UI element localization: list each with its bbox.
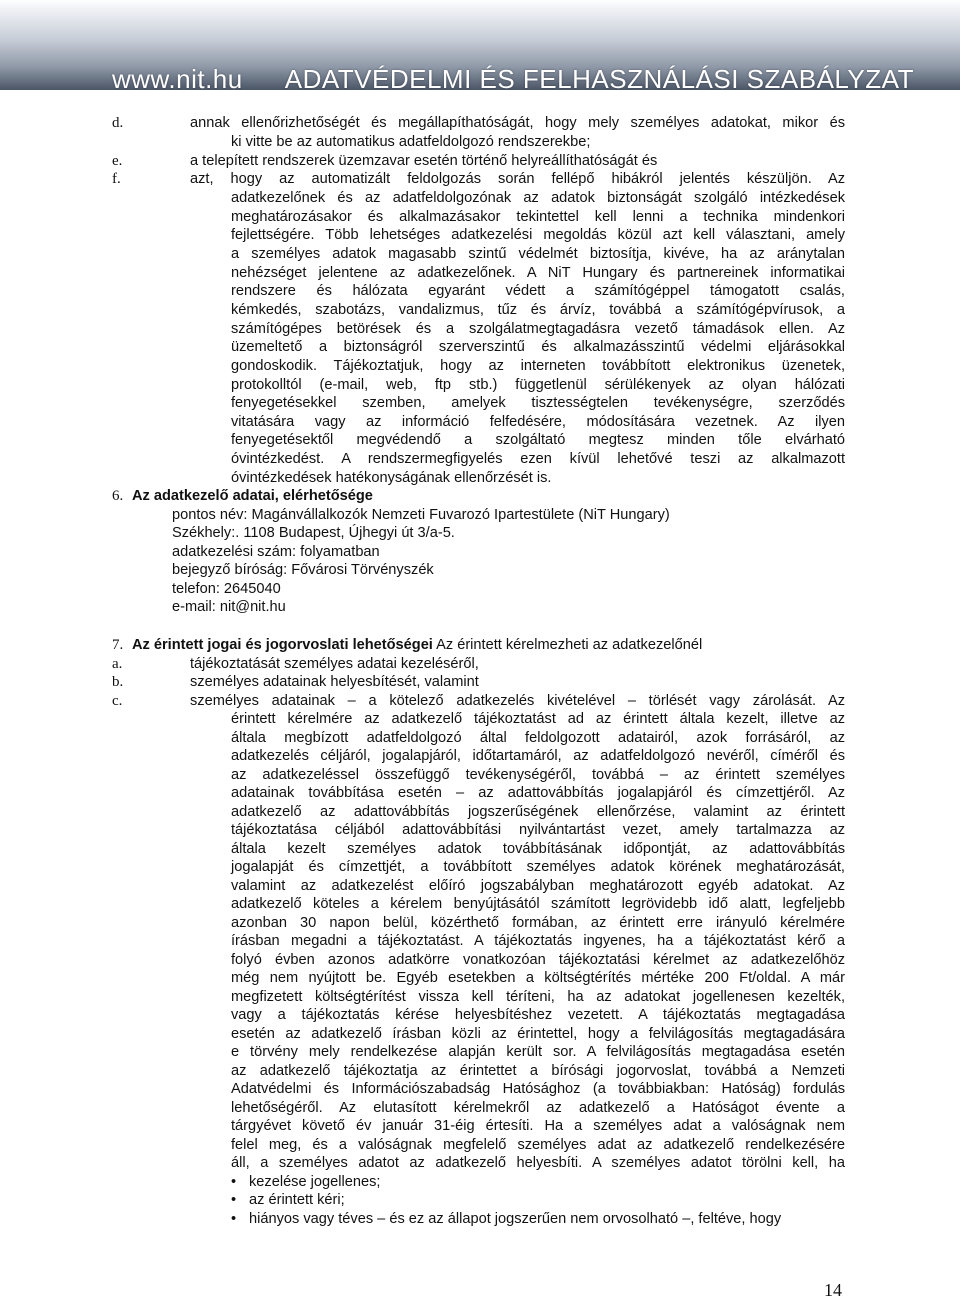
list-item-text: személyes adatainak – a kötelező adatkezelés kivételével – törlését vagy zárolását. Az: [190, 693, 845, 709]
contact-court: bejegyző bíróság: Fővárosi Törvényszék: [172, 562, 434, 578]
paragraph-line: adatkezelés céljáról, jogalapjáról, időtartamáról, az adatfeldolgozó nevéről, címéről és: [231, 748, 845, 764]
list-marker: a.: [112, 656, 123, 672]
paragraph-line: felel meg, és a valóságnak megfelelő személyes adat az adatkezelő rendelkezésére: [231, 1137, 845, 1153]
paragraph-line: lehetőségéről. Az elutasított kérelmekről az adatkezelő a Hatóságot évente a: [231, 1100, 845, 1116]
page-header: [0, 0, 960, 90]
paragraph-line: jogalapját és címzettjét, a továbbított személyes adatok körének meghatározását,: [231, 859, 845, 875]
list-item-text: tájékoztatását személyes adatai kezeléséről,: [190, 656, 479, 672]
contact-reg-number: adatkezelési szám: folyamatban: [172, 544, 380, 560]
paragraph-line: meghatározásakor és alkalmazásakor tekintettel kell lenni a technika mindenkori: [231, 209, 845, 225]
paragraph-line: fenyegetésektől megvédendő a szolgáltató megtesz minden tőle elvárható: [231, 432, 845, 448]
paragraph-line: fenyegetésekkel szemben, amelyek tisztességtelen tevékenységre, szerződés: [231, 395, 845, 411]
list-marker: e.: [112, 153, 123, 169]
paragraph-line: még nem nyújtott be. Egyéb esetekben a költségtérítés mértéke 200 Ft/oldal. A már: [231, 970, 845, 986]
paragraph-line: számítógépes betörések és a szolgálatmegtagadásra vezető támadások ellen. Az: [231, 321, 845, 337]
paragraph-line: Adatvédelmi és Információszabadság Hatósághoz (a továbbiakban: Hatóság) fordulás: [231, 1081, 845, 1097]
contact-phone: telefon: 2645040: [172, 581, 281, 597]
header-title: ADATVÉDELMI ÉS FELHASZNÁLÁSI SZABÁLYZAT: [284, 64, 914, 90]
paragraph-line: általa megbízott adatfeldolgozó által feldolgozott adatairól, azok forrásáról, az: [231, 730, 845, 746]
paragraph-line: kémkedés, szabotázs, vandalizmus, tűz és árvíz, továbbá a számítógépvírusok, a: [231, 302, 845, 318]
paragraph-line: megfizetett költségtérítést vissza kell téríteni, ha az adatokat jogellenesen kezelték,: [231, 989, 845, 1005]
paragraph-line: óvintézkedést. A rendszermegfigyelés ezen kívül lehetővé teszi az alkalmazott: [231, 451, 845, 467]
paragraph-line: általa kezelt személyes adatok továbbításának időpontját, az adattovábbítás: [231, 841, 845, 857]
paragraph-line: érintett kérelmére az adatkezelő tájékoztatást ad az érintett általa kezelt, illetve az: [231, 711, 845, 727]
paragraph-line: esetén az adatkezelő írásban közli az érintettel, hogy a felvilágosítás megtagadására: [231, 1026, 845, 1042]
list-marker: d.: [112, 115, 124, 131]
list-item-text: ki vitte be az automatikus adatfeldolgozó rendszerekbe;: [231, 134, 591, 150]
paragraph-line: adatainak továbbítása esetén – az adattovábbítás jogalapjáról és címzettjéről. Az: [231, 785, 845, 801]
bullet-item: kezelése jogellenes;: [249, 1174, 381, 1190]
section-number: 7.: [112, 637, 124, 653]
bullet-item: az érintett kéri;: [249, 1192, 345, 1208]
header-text: [112, 64, 914, 90]
list-item-text: személyes adatainak helyesbítését, valamint: [190, 674, 479, 690]
section-title: Az adatkezelő adatai, elérhetősége: [132, 488, 373, 504]
paragraph-line: üzemeltető a biztonságról szerverszintű és alkalmazásszintű védelmi eljárásokkal: [231, 339, 845, 355]
paragraph-line: az adatkezelő tájékoztatja az érintettet a bírósági jogorvoslat, továbbá a Nemzeti: [231, 1063, 845, 1079]
section-title: Az érintett jogai és jogorvoslati lehetőségei Az érintett kérelmezheti az adatkezelőnél: [132, 637, 703, 653]
paragraph-line: protokolltól (e-mail, web, ftp stb.) függetlenül sérülékenyek az olyan hálózati: [231, 377, 845, 393]
list-marker: f.: [112, 171, 121, 187]
paragraph-line: áll, a személyes adatot az adatkezelő helyesbíti. A személyes adatot törölni kell, ha: [231, 1155, 845, 1171]
paragraph-line: tárgyévet követő év január 31-éig értesíti. Ha a személyes adat a valóságnak nem: [231, 1118, 845, 1134]
bullet-icon: •: [231, 1174, 237, 1190]
bullet-icon: •: [231, 1211, 237, 1227]
list-item-text: annak ellenőrizhetőségét és megállapíthatóságát, hogy mely személyes adatokat, mikor és: [190, 115, 845, 131]
paragraph-line: adatkezelő az adattovábbítás jogszerűségének ellenőrzése, valamint az érintett: [231, 804, 845, 820]
paragraph-line: valamint az adatkezelést előíró jogszabályban meghatározott egyéb adatokat. Az: [231, 878, 845, 894]
paragraph-line: adatkezelőnek és az adatfeldolgozónak az adatok biztonságát szolgáló intézkedések: [231, 190, 845, 206]
paragraph-line: azonban 30 napon belül, közérthető formában, az érintett erre irányuló kérelmére: [231, 915, 845, 931]
paragraph-line: vitatására vagy az információ felfedésére, módosítására vezetnek. Az ilyen: [231, 414, 845, 430]
paragraph-line: gondoskodik. Tájékoztatjuk, hogy az interneten továbbított elektronikus üzenetek,: [231, 358, 845, 374]
contact-email: e-mail: nit@nit.hu: [172, 599, 286, 615]
bullet-item: hiányos vagy téves – és ez az állapot jogszerűen nem orvosolható –, feltéve, hogy: [249, 1211, 782, 1227]
section-number: 6.: [112, 488, 124, 504]
paragraph-line: óvintézkedések hatékonyságának ellenőrzését is.: [231, 470, 552, 486]
page-number: 14: [824, 1280, 842, 1300]
header-site: www.nit.hu: [112, 64, 243, 90]
paragraph-line: fejlettségére. Több lehetséges adatkezelési megoldás közül azt kell választani, amely: [231, 227, 845, 243]
list-marker: b.: [112, 674, 124, 690]
paragraph-line: tájékoztatása céljából adattovábbítási nyilvántartást vezet, amely tartalmazza az: [231, 822, 845, 838]
contact-address: Székhely:. 1108 Budapest, Újhegyi út 3/a-5.: [172, 525, 455, 541]
list-item-text: a telepített rendszerek üzemzavar esetén történő helyreállíthatóságát és: [190, 153, 658, 169]
contact-name: pontos név: Magánvállalkozók Nemzeti Fuvarozó Ipartestülete (NiT Hungary): [172, 507, 670, 523]
list-item-text: azt, hogy az automatizált feldolgozás során fellépő hibákról jelentés készüljön. Az: [190, 171, 845, 187]
paragraph-line: folyó évben azonos adatkörre vonatkozóan tájékoztatási kérelmet az adatkezelőhöz: [231, 952, 845, 968]
paragraph-line: adatkezelő köteles a kérelem benyújtásától számított legrövidebb idő alatt, legfeljebb: [231, 896, 845, 912]
paragraph-line: rendszere és hálózata egyaránt védett a számítógéppel támogatott csalás,: [231, 283, 845, 299]
paragraph-line: e törvény mely rendelkezése alapján került sor. A felvilágosítás megtagadása esetén: [231, 1044, 845, 1060]
paragraph-line: írásban megadni a tájékoztatást. A tájékoztatás ingyenes, ha a tájékoztatást kérő a: [231, 933, 845, 949]
paragraph-line: az adatkezeléssel összefüggő tevékenységéről, továbbá – az érintett személyes: [231, 767, 845, 783]
paragraph-line: vagy a tájékoztatás kérése helyesbítéshez vezetett. A tájékoztatás megtagadása: [231, 1007, 845, 1023]
paragraph-line: a személyes adatok magasabb szintű védelmét biztosítja, kivéve, ha az aránytalan: [231, 246, 845, 262]
paragraph-line: nehézséget jelentene az adatkezelőnek. A NiT Hungary és partnereinek informatikai: [231, 265, 845, 281]
list-marker: c.: [112, 693, 123, 709]
bullet-icon: •: [231, 1192, 237, 1208]
